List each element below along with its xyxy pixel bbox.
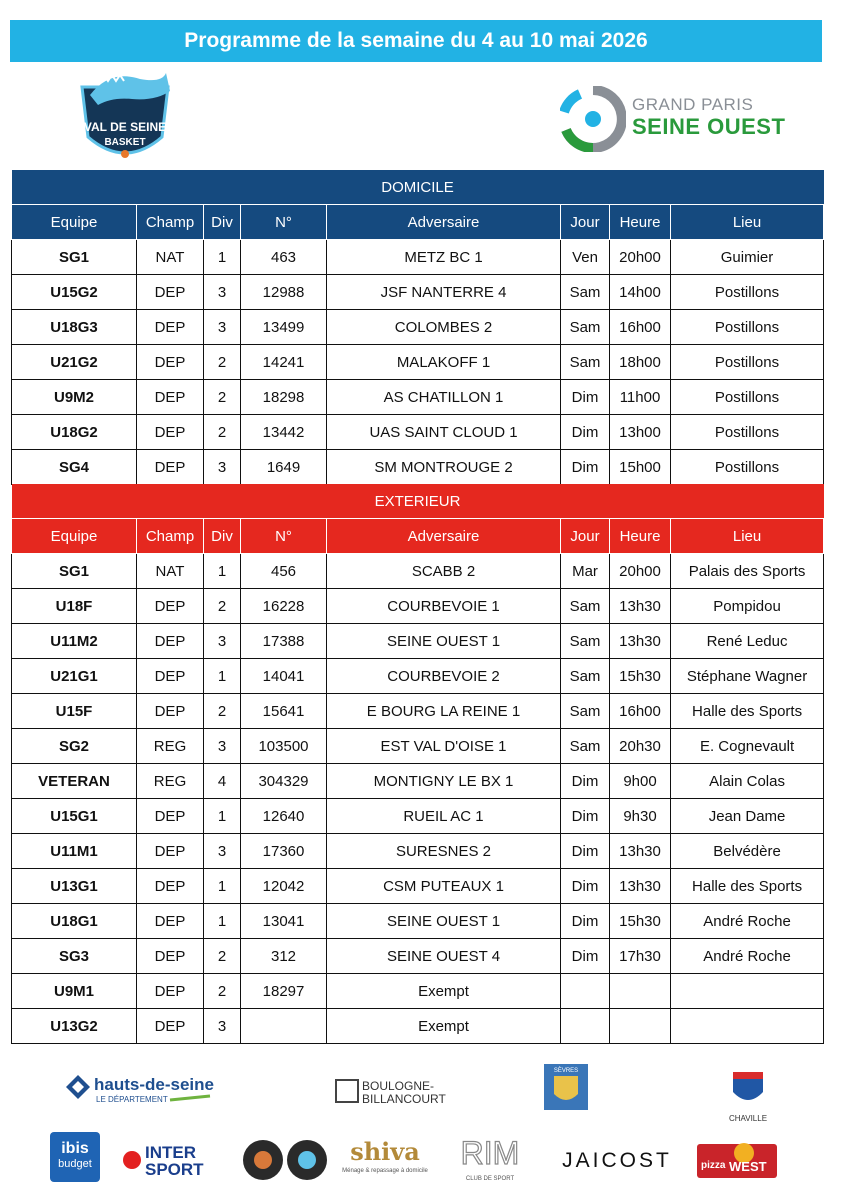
svg-text:SÈVRES: SÈVRES: [553, 1068, 579, 1074]
table-row: [12, 659, 824, 694]
cell-heure: [610, 1009, 671, 1044]
cell-div: 2: [204, 589, 241, 624]
svg-text:JAICOST: JAICOST: [562, 1149, 672, 1172]
svg-text:CHAVILLE: CHAVILLE: [728, 1114, 768, 1123]
cell-lieu: Halle des Sports: [671, 694, 824, 729]
cell-heure: 20h30: [610, 729, 671, 764]
cell-lieu: [671, 1009, 824, 1044]
svg-text:RIM: RIM: [460, 1135, 520, 1171]
cell-lieu: Jean Dame: [671, 799, 824, 834]
cell-adversaire: JSF NANTERRE 4: [327, 275, 561, 310]
table-row: [12, 1009, 824, 1044]
cell-lieu: Postillons: [671, 380, 824, 415]
chaville-logo: [729, 1072, 767, 1123]
cell-heure: 15h30: [610, 659, 671, 694]
cell-jour: [561, 1009, 610, 1044]
gpso-logo-text: [632, 96, 785, 140]
cell-heure: 11h00: [610, 380, 671, 415]
club-badges-logo: [243, 1140, 327, 1180]
cell-lieu: Stéphane Wagner: [671, 659, 824, 694]
cell-div: 1: [204, 799, 241, 834]
cell-adversaire: CSM PUTEAUX 1: [327, 869, 561, 904]
gpso-line1: GRAND PARIS: [632, 95, 754, 114]
cell-numero: 304329: [241, 764, 327, 799]
gpso-line2: SEINE OUEST: [632, 114, 786, 139]
cell-champ: DEP: [137, 799, 204, 834]
cell-jour: Dim: [561, 764, 610, 799]
cell-jour: Sam: [561, 729, 610, 764]
table-row: [12, 345, 824, 380]
cell-numero: 456: [241, 554, 327, 589]
cell-div: 3: [204, 1009, 241, 1044]
cell-adversaire: UAS SAINT CLOUD 1: [327, 415, 561, 450]
cell-jour: Dim: [561, 450, 610, 485]
cell-lieu: René Leduc: [671, 624, 824, 659]
cell-div: 3: [204, 624, 241, 659]
cell-champ: DEP: [137, 694, 204, 729]
cell-champ: DEP: [137, 450, 204, 485]
sevres-logo: [544, 1064, 588, 1110]
cell-equipe: U9M2: [12, 380, 137, 415]
domicile-table: [11, 170, 824, 485]
column-header-adversaire: Adversaire: [327, 205, 561, 240]
cell-lieu: Postillons: [671, 450, 824, 485]
cell-div: 2: [204, 380, 241, 415]
table-row: [12, 869, 824, 904]
table-row: [12, 380, 824, 415]
svg-text:hauts-de-seine: hauts-de-seine: [94, 1075, 214, 1094]
cell-heure: 13h00: [610, 415, 671, 450]
cell-champ: DEP: [137, 939, 204, 974]
cell-equipe: U13G1: [12, 869, 137, 904]
cell-adversaire: SM MONTROUGE 2: [327, 450, 561, 485]
cell-adversaire: COURBEVOIE 2: [327, 659, 561, 694]
cell-equipe: U18G1: [12, 904, 137, 939]
intersport-logo: [123, 1143, 204, 1179]
cell-heure: 15h30: [610, 904, 671, 939]
shiva-logo: [342, 1137, 428, 1174]
cell-jour: Dim: [561, 869, 610, 904]
cell-champ: DEP: [137, 345, 204, 380]
cell-numero: 12988: [241, 275, 327, 310]
cell-jour: Sam: [561, 659, 610, 694]
svg-text:budget: budget: [58, 1158, 92, 1170]
table-row: [12, 974, 824, 1009]
svg-text:BILLANCOURT: BILLANCOURT: [362, 1092, 446, 1106]
cell-lieu: Halle des Sports: [671, 869, 824, 904]
cell-equipe: U15F: [12, 694, 137, 729]
cell-champ: DEP: [137, 869, 204, 904]
cell-div: 2: [204, 939, 241, 974]
cell-div: 1: [204, 554, 241, 589]
cell-heure: 18h00: [610, 345, 671, 380]
cell-champ: NAT: [137, 554, 204, 589]
cell-equipe: U15G1: [12, 799, 137, 834]
cell-champ: DEP: [137, 1009, 204, 1044]
column-header-heure: Heure: [610, 205, 671, 240]
cell-adversaire: METZ BC 1: [327, 240, 561, 275]
table-row: [12, 764, 824, 799]
cell-lieu: Postillons: [671, 310, 824, 345]
cell-adversaire: COURBEVOIE 1: [327, 589, 561, 624]
cell-heure: 16h00: [610, 694, 671, 729]
table-row: [12, 694, 824, 729]
cell-champ: DEP: [137, 380, 204, 415]
column-header-heure: Heure: [610, 519, 671, 554]
cell-lieu: Pompidou: [671, 589, 824, 624]
cell-adversaire: SEINE OUEST 4: [327, 939, 561, 974]
cell-numero: 13499: [241, 310, 327, 345]
cell-jour: Dim: [561, 904, 610, 939]
column-header-numero: N°: [241, 205, 327, 240]
cell-equipe: U21G1: [12, 659, 137, 694]
table-row: [12, 415, 824, 450]
cell-adversaire: Exempt: [327, 974, 561, 1009]
svg-text:SPORT: SPORT: [145, 1160, 204, 1179]
cell-heure: 20h00: [610, 554, 671, 589]
cell-div: 2: [204, 694, 241, 729]
cell-jour: Dim: [561, 939, 610, 974]
svg-text:shiva: shiva: [350, 1137, 420, 1166]
cell-lieu: [671, 974, 824, 1009]
column-header-div: Div: [204, 205, 241, 240]
svg-text:INTER: INTER: [145, 1143, 196, 1162]
cell-lieu: Postillons: [671, 415, 824, 450]
domicile-title-row: [12, 170, 824, 205]
cell-champ: REG: [137, 729, 204, 764]
exterieur-section-title: EXTERIEUR: [12, 484, 824, 519]
cell-champ: DEP: [137, 275, 204, 310]
cell-numero: 103500: [241, 729, 327, 764]
cell-adversaire: SURESNES 2: [327, 834, 561, 869]
cell-equipe: U13G2: [12, 1009, 137, 1044]
cell-heure: 17h30: [610, 939, 671, 974]
cell-jour: Dim: [561, 834, 610, 869]
column-header-champ: Champ: [137, 519, 204, 554]
cell-equipe: U21G2: [12, 345, 137, 380]
cell-equipe: SG3: [12, 939, 137, 974]
exterieur-title-row: [12, 484, 824, 519]
table-row: [12, 589, 824, 624]
club-logo-line1: VAL DE SEINE: [83, 120, 167, 134]
cell-equipe: SG2: [12, 729, 137, 764]
gpso-logo-mark: [560, 86, 626, 152]
cell-champ: DEP: [137, 904, 204, 939]
cell-heure: 13h30: [610, 624, 671, 659]
cell-div: 3: [204, 450, 241, 485]
table-row: [12, 834, 824, 869]
cell-lieu: Postillons: [671, 275, 824, 310]
cell-champ: NAT: [137, 240, 204, 275]
cell-champ: DEP: [137, 415, 204, 450]
cell-champ: DEP: [137, 659, 204, 694]
cell-lieu: André Roche: [671, 904, 824, 939]
cell-numero: 14041: [241, 659, 327, 694]
cell-numero: 312: [241, 939, 327, 974]
page-title-banner: [10, 20, 822, 62]
cell-champ: REG: [137, 764, 204, 799]
cell-champ: DEP: [137, 310, 204, 345]
cell-numero: 13442: [241, 415, 327, 450]
column-header-equipe: Equipe: [12, 205, 137, 240]
svg-text:LE DÉPARTEMENT: LE DÉPARTEMENT: [96, 1095, 168, 1104]
table-row: [12, 554, 824, 589]
svg-text:ibis: ibis: [61, 1140, 89, 1157]
cell-heure: 20h00: [610, 240, 671, 275]
cell-jour: Sam: [561, 345, 610, 380]
svg-text:CLUB DE SPORT: CLUB DE SPORT: [465, 1176, 515, 1182]
table-row: [12, 939, 824, 974]
cell-lieu: Alain Colas: [671, 764, 824, 799]
page-title: Programme de la semaine du 4 au 10 mai 2026: [184, 29, 648, 52]
cell-lieu: André Roche: [671, 939, 824, 974]
exterieur-table: [11, 484, 824, 1044]
cell-jour: Sam: [561, 310, 610, 345]
cell-heure: 13h30: [610, 834, 671, 869]
cell-jour: Ven: [561, 240, 610, 275]
column-header-numero: N°: [241, 519, 327, 554]
column-header-lieu: Lieu: [671, 205, 824, 240]
exterieur-header-row: [12, 519, 824, 554]
val-de-seine-basket-logo: [70, 65, 180, 173]
cell-numero: 17388: [241, 624, 327, 659]
cell-equipe: U11M2: [12, 624, 137, 659]
cell-div: 3: [204, 834, 241, 869]
cell-div: 1: [204, 869, 241, 904]
cell-div: 1: [204, 240, 241, 275]
cell-numero: 17360: [241, 834, 327, 869]
cell-heure: 15h00: [610, 450, 671, 485]
cell-div: 2: [204, 974, 241, 1009]
cell-champ: DEP: [137, 624, 204, 659]
column-header-jour: Jour: [561, 205, 610, 240]
cell-numero: 463: [241, 240, 327, 275]
cell-div: 3: [204, 310, 241, 345]
table-row: [12, 904, 824, 939]
cell-div: 1: [204, 904, 241, 939]
hauts-de-seine-logo: [66, 1075, 214, 1104]
cell-jour: Dim: [561, 415, 610, 450]
boulogne-billancourt-logo: [336, 1079, 446, 1106]
cell-jour: [561, 974, 610, 1009]
cell-adversaire: E BOURG LA REINE 1: [327, 694, 561, 729]
cell-heure: 13h30: [610, 589, 671, 624]
sponsors-strip: [0, 1060, 841, 1200]
column-header-div: Div: [204, 519, 241, 554]
cell-heure: 16h00: [610, 310, 671, 345]
cell-div: 2: [204, 415, 241, 450]
domicile-header-row: [12, 205, 824, 240]
cell-adversaire: SCABB 2: [327, 554, 561, 589]
cell-jour: Sam: [561, 624, 610, 659]
cell-numero: 12640: [241, 799, 327, 834]
table-row: [12, 240, 824, 275]
cell-numero: 1649: [241, 450, 327, 485]
svg-text:WEST: WEST: [729, 1159, 767, 1174]
table-row: [12, 275, 824, 310]
column-header-jour: Jour: [561, 519, 610, 554]
cell-adversaire: EST VAL D'OISE 1: [327, 729, 561, 764]
cell-adversaire: SEINE OUEST 1: [327, 904, 561, 939]
cell-numero: 12042: [241, 869, 327, 904]
cell-lieu: Palais des Sports: [671, 554, 824, 589]
svg-text:BOULOGNE-: BOULOGNE-: [362, 1079, 435, 1093]
cell-numero: 15641: [241, 694, 327, 729]
column-header-champ: Champ: [137, 205, 204, 240]
cell-div: 4: [204, 764, 241, 799]
column-header-equipe: Equipe: [12, 519, 137, 554]
cell-equipe: VETERAN: [12, 764, 137, 799]
cell-lieu: Postillons: [671, 345, 824, 380]
cell-adversaire: Exempt: [327, 1009, 561, 1044]
cell-equipe: SG1: [12, 554, 137, 589]
table-row: [12, 310, 824, 345]
cell-champ: DEP: [137, 834, 204, 869]
cell-equipe: SG1: [12, 240, 137, 275]
table-row: [12, 729, 824, 764]
table-row: [12, 799, 824, 834]
rim-club-logo: [461, 1135, 520, 1182]
ibis-budget-logo: [50, 1132, 100, 1182]
cell-jour: Dim: [561, 380, 610, 415]
cell-adversaire: COLOMBES 2: [327, 310, 561, 345]
cell-equipe: U15G2: [12, 275, 137, 310]
cell-heure: [610, 974, 671, 1009]
cell-adversaire: RUEIL AC 1: [327, 799, 561, 834]
cell-heure: 9h00: [610, 764, 671, 799]
cell-jour: Dim: [561, 799, 610, 834]
cell-equipe: U18F: [12, 589, 137, 624]
cell-equipe: SG4: [12, 450, 137, 485]
cell-adversaire: MONTIGNY LE BX 1: [327, 764, 561, 799]
cell-adversaire: MALAKOFF 1: [327, 345, 561, 380]
club-logo-line2: BASKET: [104, 137, 146, 148]
cell-equipe: U11M1: [12, 834, 137, 869]
svg-text:Ménage & repassage à domicile: Ménage & repassage à domicile: [342, 1168, 428, 1174]
cell-adversaire: SEINE OUEST 1: [327, 624, 561, 659]
cell-adversaire: AS CHATILLON 1: [327, 380, 561, 415]
cell-equipe: U9M1: [12, 974, 137, 1009]
cell-heure: 13h30: [610, 869, 671, 904]
column-header-lieu: Lieu: [671, 519, 824, 554]
cell-heure: 9h30: [610, 799, 671, 834]
column-header-adversaire: Adversaire: [327, 519, 561, 554]
cell-champ: DEP: [137, 589, 204, 624]
cell-numero: 18298: [241, 380, 327, 415]
cell-numero: 16228: [241, 589, 327, 624]
cell-div: 2: [204, 345, 241, 380]
cell-lieu: Belvédère: [671, 834, 824, 869]
svg-text:pizza: pizza: [701, 1160, 726, 1171]
table-row: [12, 450, 824, 485]
cell-heure: 14h00: [610, 275, 671, 310]
cell-lieu: Guimier: [671, 240, 824, 275]
cell-div: 1: [204, 659, 241, 694]
cell-div: 3: [204, 729, 241, 764]
cell-numero: 18297: [241, 974, 327, 1009]
domicile-section-title: DOMICILE: [12, 170, 824, 205]
cell-numero: 14241: [241, 345, 327, 380]
cell-jour: Sam: [561, 589, 610, 624]
cell-jour: Mar: [561, 554, 610, 589]
cell-numero: 13041: [241, 904, 327, 939]
cell-div: 3: [204, 275, 241, 310]
cell-champ: DEP: [137, 974, 204, 1009]
cell-jour: Sam: [561, 275, 610, 310]
cell-equipe: U18G3: [12, 310, 137, 345]
cell-lieu: E. Cognevault: [671, 729, 824, 764]
table-row: [12, 624, 824, 659]
cell-equipe: U18G2: [12, 415, 137, 450]
jaicost-logo: [562, 1149, 672, 1172]
cell-numero: [241, 1009, 327, 1044]
cell-jour: Sam: [561, 694, 610, 729]
pizza-west-logo: [697, 1143, 777, 1178]
